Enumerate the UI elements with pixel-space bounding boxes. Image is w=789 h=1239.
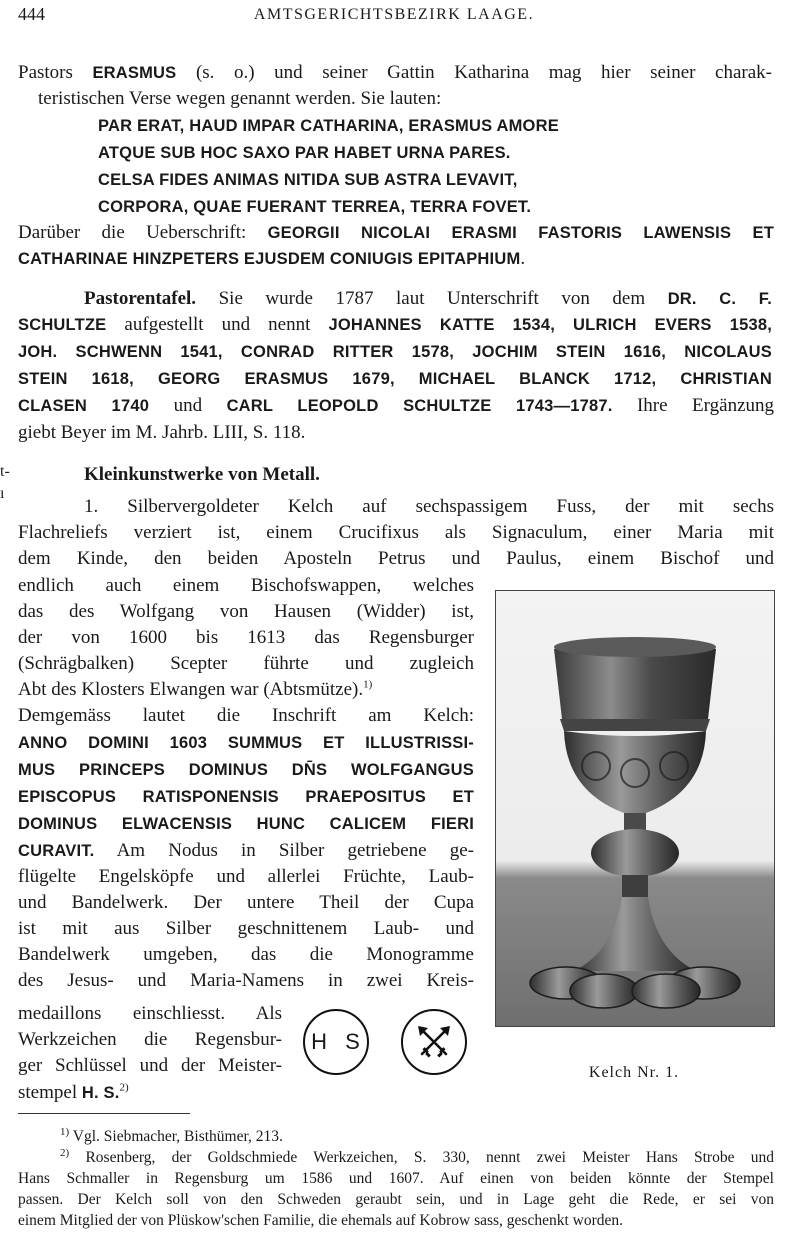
inscription-line: ANNO DOMINI 1603 SUMMUS ET ILLUSTRISSI- xyxy=(18,734,474,752)
text-line: des Jesus- und Maria-Namens in zwei Kreis- xyxy=(18,970,474,991)
footnote-ref: 1) xyxy=(363,678,373,691)
text-line: Flachreliefs verziert ist, einem Crucifixus als Signaculum, einer Maria mit xyxy=(18,522,774,543)
text-line: JOH. SCHWENN 1541, CONRAD RITTER 1578, JOCHIM STEIN 1616, NICOLAUS xyxy=(18,343,772,361)
text-line: stempel H. S.$^{2)}$ xyxy=(18,1081,129,1103)
crossed-keys-icon xyxy=(401,1009,467,1075)
text-line: CATHARINAE HINZPETERS EJUSDEM CONIUGIS EPITAPHIUM. xyxy=(18,248,526,269)
inscription-line: EPISCOPUS RATISPONENSIS PRAEPOSITUS ET xyxy=(18,788,474,806)
text-line: medaillons einschliesst. Als xyxy=(18,1003,282,1024)
text-line: Pastors ERASMUS (s. o.) und seiner Gattin Katharina mag hier seiner charak- xyxy=(18,62,772,83)
margin-mark: t- xyxy=(0,463,10,480)
text-line: der von 1600 bis 1613 das Regensburger xyxy=(18,627,474,648)
verse-line: PAR ERAT, HAUD IMPAR CATHARINA, ERASMUS AMORE xyxy=(98,117,559,135)
text-line: STEIN 1618, GEORG ERASMUS 1679, MICHAEL BLANCK 1712, CHRISTIAN xyxy=(18,370,772,388)
text-line: teristischen Verse wegen genannt werden. Sie lauten: xyxy=(38,88,442,109)
figure-caption: Kelch Nr. 1. xyxy=(588,1064,680,1081)
text-line: ist mit aus Silber geschnittenem Laub- und xyxy=(18,918,474,939)
footnote-line: einem Mitglied der von Plüskow'schen Familie, die ehemals auf Kobrow sass, geschenkt worden. xyxy=(18,1212,624,1229)
footnote-ref: 2) xyxy=(119,1081,129,1094)
chalice-illustration xyxy=(496,591,774,1026)
text-line: Werkzeichen die Regensbur- xyxy=(18,1029,282,1050)
section-heading: Kleinkunstwerke von Metall. xyxy=(84,464,320,485)
inscription-line: MUS PRINCEPS DOMINUS DN̄S WOLFGANGUS xyxy=(18,761,474,779)
inscription-line: DOMINUS ELWACENSIS HUNC CALICEM FIERI xyxy=(18,815,474,833)
chalice-photo xyxy=(495,590,775,1027)
verse-line: ATQUE SUB HOC SAXO PAR HABET URNA PARES. xyxy=(98,144,511,162)
footnote: $^{2)}$ Rosenberg, der Goldschmiede Werkzeichen, S. 330, nennt zwei Meister Hans Strobe und xyxy=(60,1146,774,1166)
text-line: das des Wolfgang von Hausen (Widder) ist, xyxy=(18,601,474,622)
page-number: 444 xyxy=(18,4,45,24)
text-line: 1. Silbervergoldeter Kelch auf sechspassigem Fuss, der mit sechs xyxy=(84,496,774,517)
text-line: Bandelwerk umgeben, das die Monogramme xyxy=(18,944,474,965)
text-line: SCHULTZE aufgestellt und nennt JOHANNES KATTE 1534, ULRICH EVERS 1538, xyxy=(18,314,772,335)
text-line: ger Schlüssel und der Meister- xyxy=(18,1055,282,1076)
text-line: CLASEN 1740 und CARL LEOPOLD SCHULTZE 1743—1787. Ihre Ergänzung xyxy=(18,395,775,416)
text-line: Abt des Klosters Elwangen war (Abtsmütze).$^{1)}$ xyxy=(18,678,373,700)
text-line: endlich auch einem Bischofswappen, welches xyxy=(18,575,474,596)
footnote-rule xyxy=(18,1113,190,1114)
text-line: dem Kinde, den beiden Aposteln Petrus und Paulus, einem Bischof und xyxy=(18,548,774,569)
footnote: $^{1)}$ Vgl. Siebmacher, Bisthümer, 213. xyxy=(60,1125,283,1145)
hs-mark-text: H S xyxy=(311,1029,366,1054)
text-line: und Bandelwerk. Der untere Theil der Cupa xyxy=(18,892,474,913)
footnote-line: Hans Schmaller in Regensburg um 1586 und 1607. Auf einen von beiden könnte der Stempel xyxy=(18,1170,774,1187)
text-line: Demgemäss lautet die Inschrift am Kelch: xyxy=(18,705,474,726)
text-line: Darüber die Ueberschrift: GEORGII NICOLAI ERASMI FASTORIS LAWENSIS ET xyxy=(18,222,774,243)
hs-mark xyxy=(303,1009,369,1075)
verse-line: CELSA FIDES ANIMAS NITIDA SUB ASTRA LEVAVIT, xyxy=(98,171,518,189)
text-line: (Schrägbalken) Scepter führte und zugleich xyxy=(18,653,474,674)
margin-mark: ı xyxy=(0,485,5,502)
crossed-keys-icon-glyph xyxy=(412,1020,456,1064)
verse-line: CORPORA, QUAE FUERANT TERREA, TERRA FOVET. xyxy=(98,198,532,216)
text-line: giebt Beyer im M. Jahrb. LIII, S. 118. xyxy=(18,422,306,443)
footnote-line: passen. Der Kelch soll von den Schweden geraubt sein, und in Lage geht die Rede, er sei von xyxy=(18,1191,774,1208)
text-line: CURAVIT. Am Nodus in Silber getriebene ge- xyxy=(18,840,474,861)
text-line: Pastorentafel. Sie wurde 1787 laut Unterschrift von dem DR. C. F. xyxy=(84,288,772,309)
text-line: flügelte Engelsköpfe und allerlei Früchte, Laub- xyxy=(18,866,474,887)
running-title: AMTSGERICHTSBEZIRK LAAGE. xyxy=(253,6,535,23)
